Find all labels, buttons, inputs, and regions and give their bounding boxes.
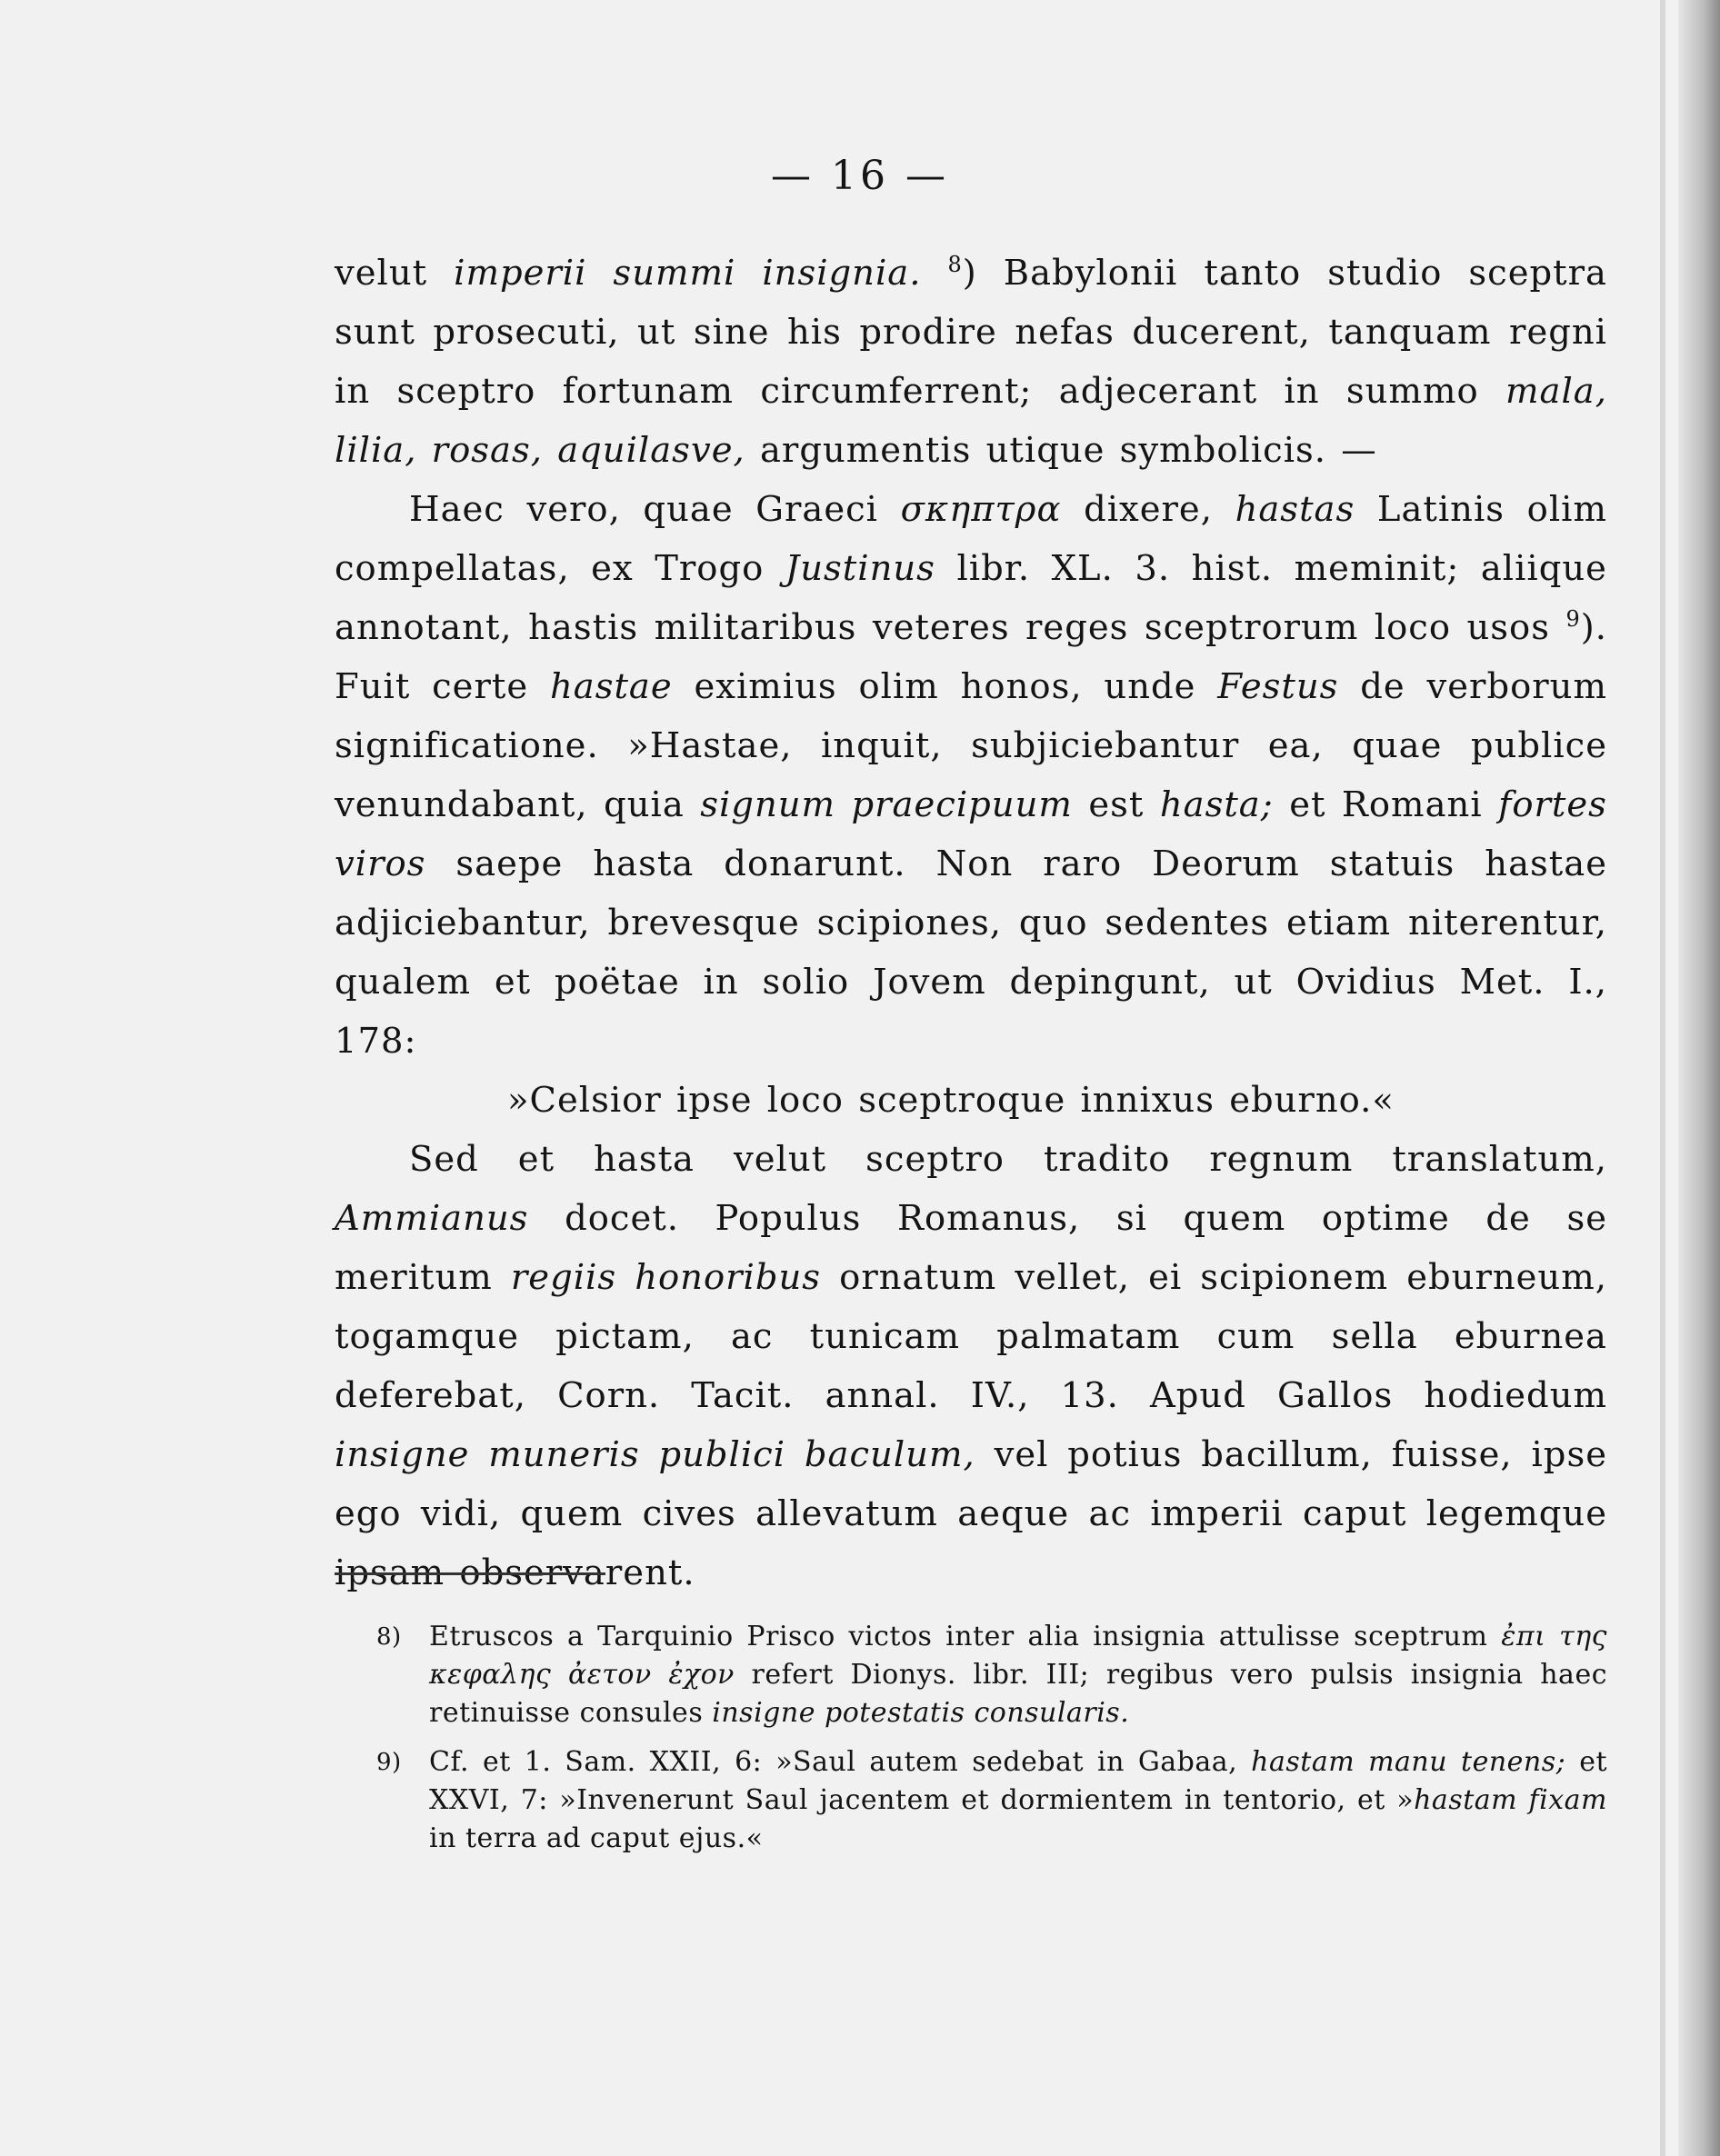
footnote-mark: 8) (376, 1623, 402, 1651)
page-number: — 16 — (771, 153, 949, 199)
paragraph-3: Sed et hasta velut sceptro tradito regnum translatum, Ammianus docet. Populus Romanus, si quem optime de se meritum regiis honoribus ornatum vellet, ei scipionem eburneum, togamque pictam, ac tunicam palmatam cum sella eburnea deferebat, Corn. Tacit. annal. IV., 13. Apud Gallos hodiedum insigne muneris publici baculum, vel potius bacillum, fuisse, ipse ego vidi, quem cives allevatum aeque ac imperii caput legemque ipsam observarent. (335, 1139, 1607, 1593)
footnote-ref-9: 9 (1565, 606, 1581, 633)
footnote-8: 8) Etruscos a Tarquinio Prisco victos inter alia insignia attulisse sceptrum ἐπι της κεφαλης ἀετον ἐχον refert Dionys. libr. III; regibus vero pulsis insignia haec retinuisse consules insigne potestatis consularis. (364, 1618, 1607, 1732)
main-text (335, 244, 1607, 1602)
paragraph-2: Haec vero, quae Graeci σκηπτρα dixere, hastas Latinis olim compellatas, ex Trogo Justinus libr. XL. 3. hist. meminit; aliique annotant, hastis militaribus veteres reges sceptrorum loco usos $^9$). Fuit certe hastae eximius olim honos, unde Festus de verborum significatione. »Hastae, inquit, subjiciebantur ea, quae publice venundabant, quia signum praecipuum est hasta; et Romani fortes viros saepe hasta donarunt. Non raro Deorum statuis hastae adjiciebantur, brevesque scipiones, quo sedentes etiam niterentur, qualem et poëtae in solio Jovem depingunt, ut Ovidius Met. I., 178: (335, 489, 1607, 1062)
spine-shadow (1678, 0, 1720, 2156)
greek-word: σκηπτρα (900, 489, 1062, 530)
footnote-separator (335, 1572, 605, 1575)
footnote-mark: 9) (376, 1749, 402, 1776)
paragraph-1: velut imperii summi insignia. $^8$) Babylonii tanto studio sceptra sunt prosecuti, ut sine his prodire nefas ducerent, tanquam regni in sceptro fortunam circumferrent; adjecerant in summo mala, lilia, rosas, aquilasve, argumentis utique symbolicis. — (335, 252, 1607, 471)
footnote-ref-8: 8 (947, 252, 963, 278)
verse-quotation: »Celsior ipse loco sceptroque innixus eburno.« (507, 1080, 1395, 1121)
footnote-9: 9) Cf. et 1. Sam. XXII, 6: »Saul autem sedebat in Gabaa, hastam manu tenens; et XXVI, 7: »Invenerunt Saul jacentem et dormientem in tentorio, et »hastam fixam in terra ad caput ejus.« (364, 1743, 1607, 1858)
footnotes (364, 1618, 1607, 1869)
page-edge (1660, 0, 1665, 2156)
